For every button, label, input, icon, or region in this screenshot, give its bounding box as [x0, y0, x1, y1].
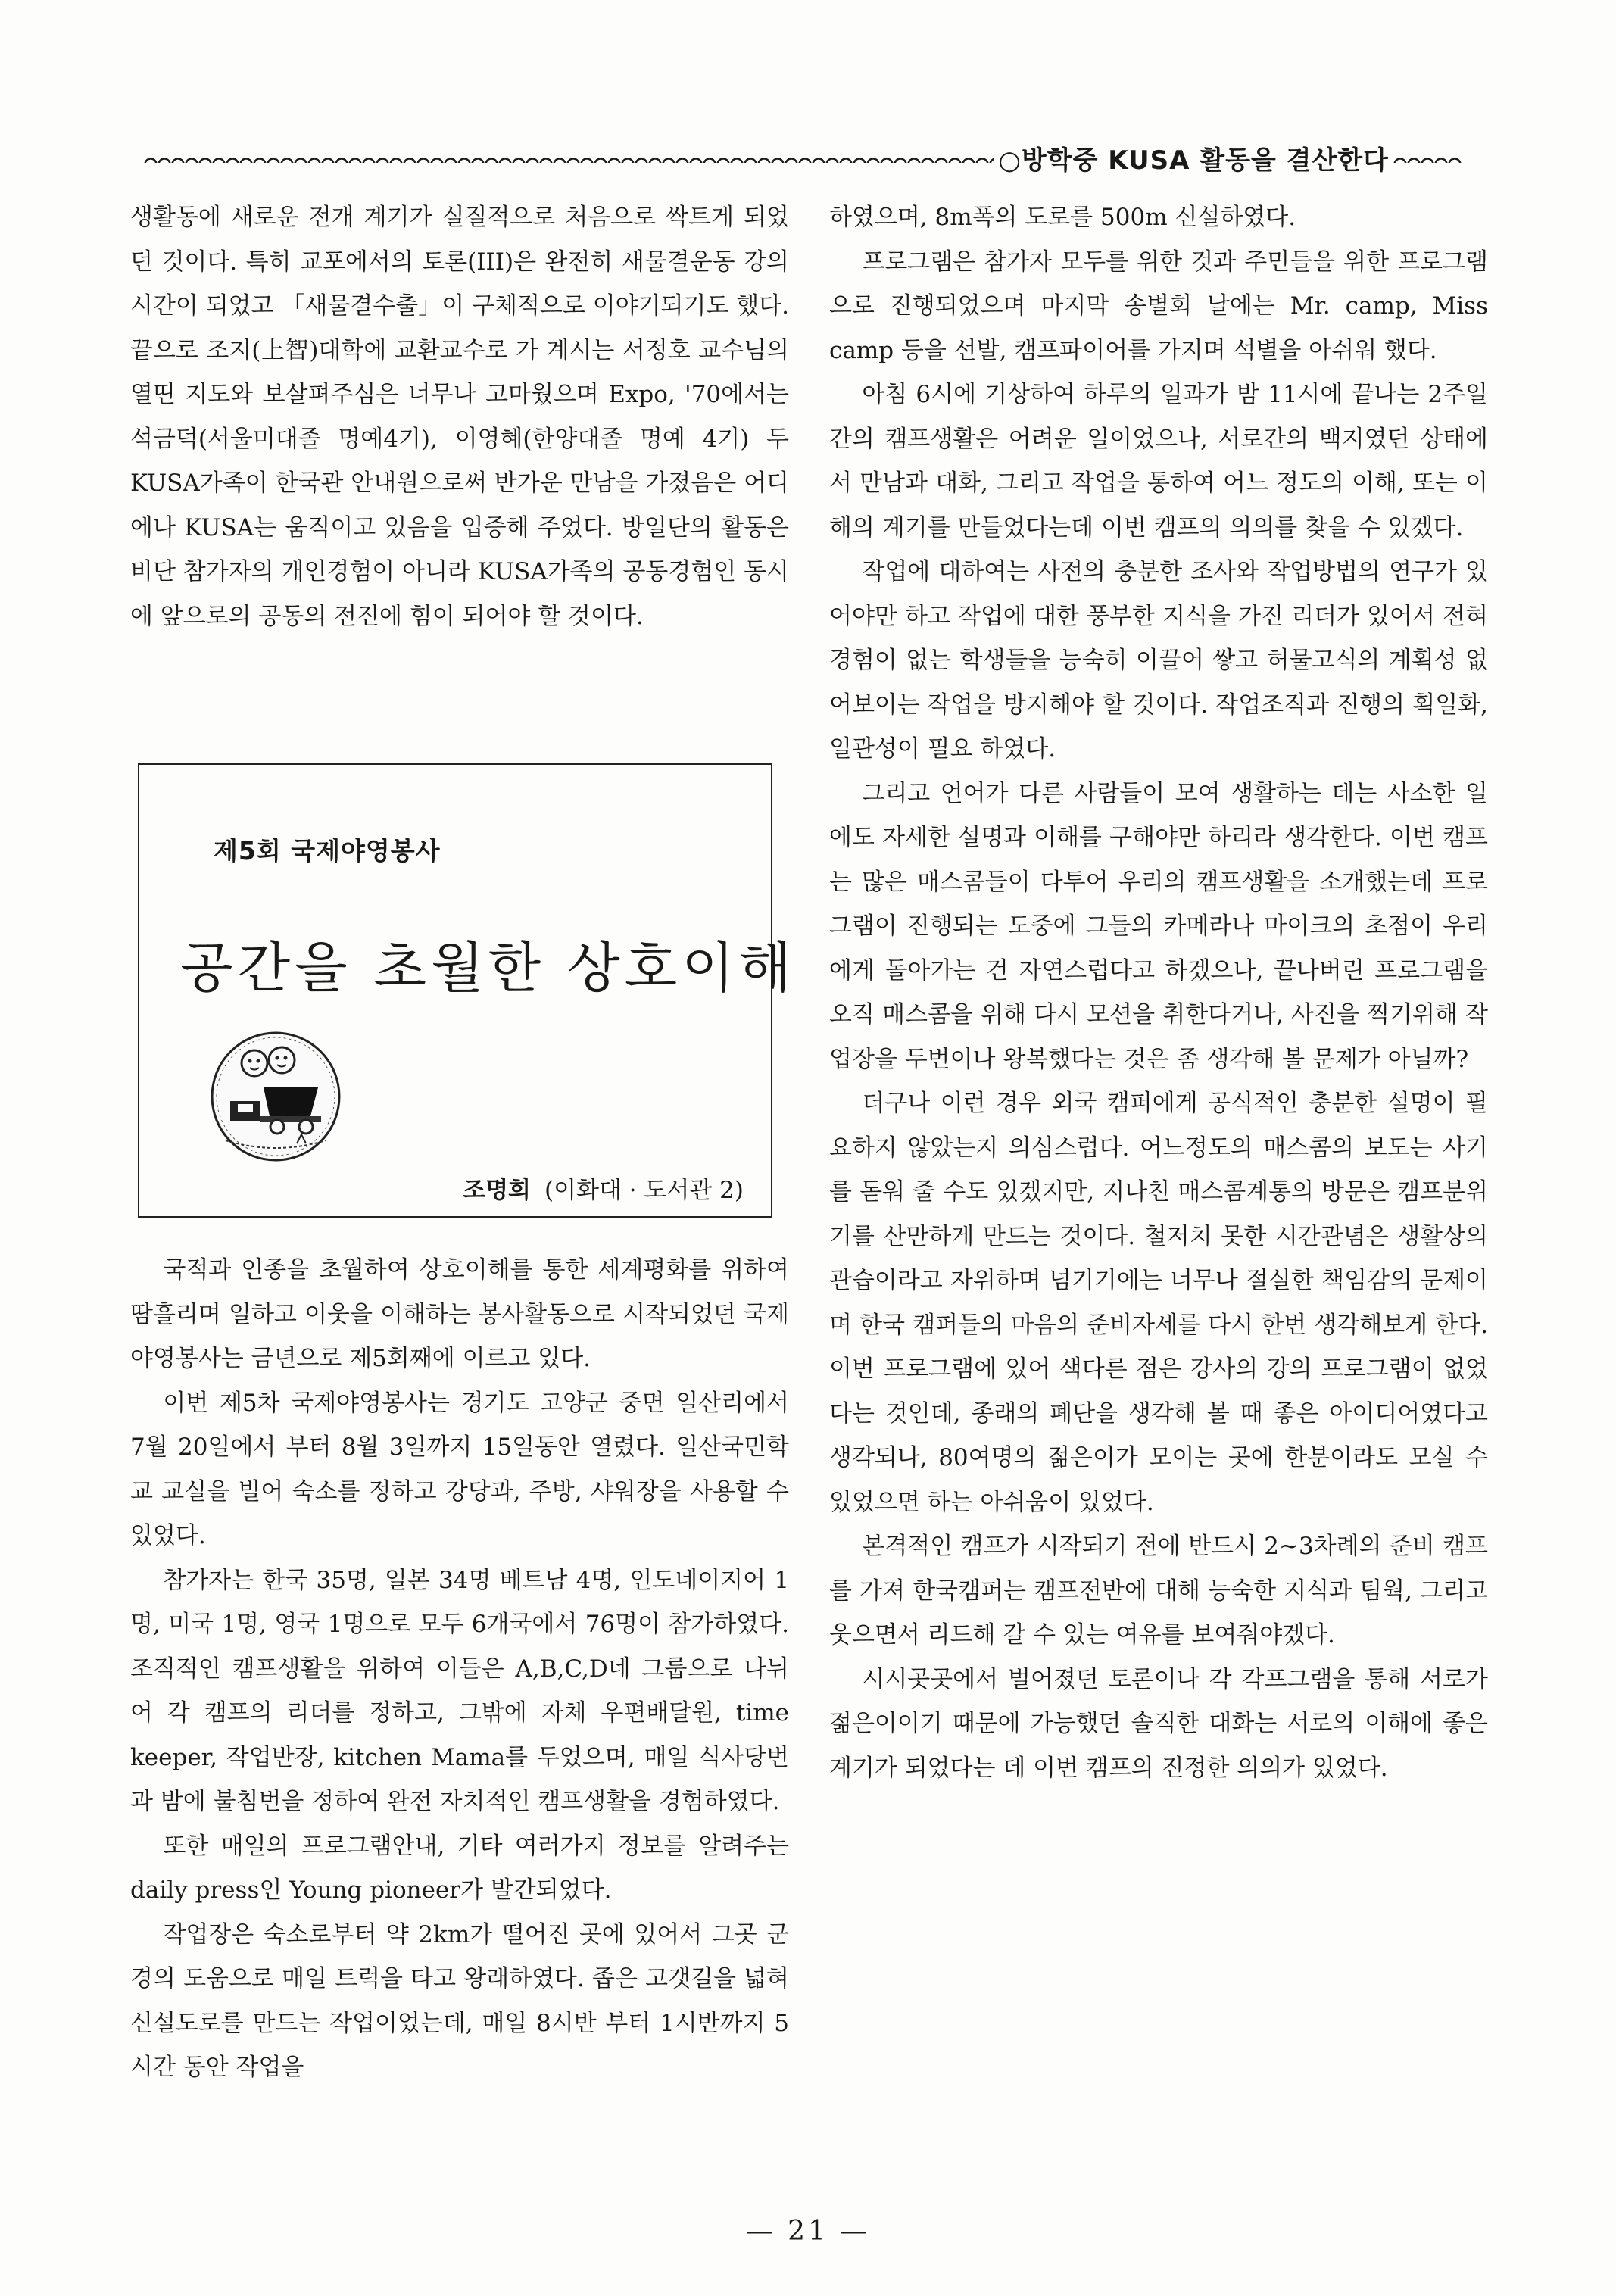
article-kicker: 제5회 국제야영봉사: [214, 836, 441, 866]
paragraph: 아침 6시에 기상하여 하루의 일과가 밤 11시에 끝나는 2주일간의 캠프생활은 어려운 일이었으나, 서로간의 백지였던 상태에서 만남과 대화, 그리고 작업을 통하여 어느 정도의 이해, 또는 이해의 계기를 만들었다는데 이번 캠프의 의의를 찾을 수 있겠다.: [829, 381, 1488, 541]
right-column: [829, 195, 1488, 1790]
header-wave-rule-right: [1393, 152, 1462, 163]
paragraph: 이번 제5차 국제야영봉사는 경기도 고양군 중면 일산리에서 7월 20일에서 부터 8월 3일까지 15일동안 열렸다. 일산국민학교 교실을 빌어 숙소를 정하고 강당과, 주방, 샤워장을 사용할 수 있었다.: [130, 1389, 789, 1549]
camp-emblem-icon: [207, 1028, 344, 1165]
page-number: — 21 —: [745, 2216, 871, 2247]
paragraph: 작업장은 숙소로부터 약 2km가 떨어진 곳에 있어서 그곳 군경의 도움으로 매일 트럭을 타고 왕래하였다. 좁은 고갯길을 넓혀 신설도로를 만드는 작업이었는데, 매일 8시반 부터 1시반까지 5시간 동안 작업을: [130, 1920, 789, 2081]
byline: [463, 1171, 744, 1205]
paragraph: 더구나 이런 경우 외국 캠퍼에게 공식적인 충분한 설명이 필요하지 않았는지 의심스럽다. 어느정도의 매스콤의 보도는 사기를 돋워 줄 수도 있겠지만, 지나친 매스콤계통의 방문은 캠프분위기를 산만하게 만드는 것이다. 철저치 못한 시간관념은 생활상의 관습이라고 자위하며 넘기기에는 너무나 절실한 책임감의 문제이며 한국 캠퍼들의 마음의 준비자세를 다시 한번 생각해보게 한다. 이번 프로그램에 있어 색다른 점은 강사의 강의 프로그램이 없었다는 것인데, 종래의 폐단을 생각해 볼 때 좋은 아이디어였다고 생각되나, 80여명의 젊은이가 모이는 곳에 한분이라도 모실 수 있었으면 하는 아쉬움이 있었다.: [829, 1090, 1488, 1516]
header-wave-rule-left: [144, 152, 994, 163]
paragraph: 작업에 대하여는 사전의 충분한 조사와 작업방법의 연구가 있어야만 하고 작업에 대한 풍부한 지식을 가진 리더가 있어서 전혀 경험이 없는 학생들을 능숙히 이끌어 쌓고 허물고식의 계획성 없어보이는 작업을 방지해야 할 것이다. 작업조직과 진행의 획일화, 일관성이 필요 하였다.: [829, 558, 1488, 763]
paragraph: 국적과 인종을 초월하여 상호이해를 통한 세계평화를 위하여 땀흘리며 일하고 이웃을 이해하는 봉사활동으로 시작되었던 국제 야영봉사는 금년으로 제5회째에 이르고 있다.: [130, 1256, 789, 1372]
header-title: ○방학중 KUSA 활동을 결산한다: [998, 145, 1389, 176]
left-column-top: [130, 195, 789, 638]
paragraph: 하였으며, 8m폭의 도로를 500m 신설하였다.: [829, 204, 1296, 231]
article-title-box: [138, 763, 797, 1218]
article-title: 공간을 초월한 상호이해: [180, 936, 797, 1000]
author-affiliation: (이화대 · 도서관 2): [544, 1177, 744, 1204]
paragraph: 참가자는 한국 35명, 일본 34명 베트남 4명, 인도네이지어 1명, 미국 1명, 영국 1명으로 모두 6개국에서 76명이 참가하였다. 조직적인 캠프생활을 위하여 이들은 A,B,C,D네 그룹으로 나뉘어 각 캠프의 리더를 정하고, 그밖에 자체 우편배달원, time keeper, 작업반장, kitchen Mama를 두었으며, 매일 식사당번과 밤에 불침번을 정하여 완전 자치적인 캠프생활을 경험하였다.: [130, 1566, 789, 1815]
paragraph: 본격적인 캠프가 시작되기 전에 반드시 2~3차례의 준비 캠프를 가져 한국캠퍼는 캠프전반에 대해 능숙한 지식과 팀웍, 그리고 웃으면서 리드해 갈 수 있는 여유를 보여줘야겠다.: [829, 1533, 1488, 1649]
left-column-bottom: [130, 1248, 789, 2090]
paragraph: 시시곳곳에서 벌어졌던 토론이나 각 각프그램을 통해 서로가 젊은이이기 때문에 가능했던 솔직한 대화는 서로의 이해에 좋은 계기가 되었다는 데 이번 캠프의 진정한 의의가 있었다.: [829, 1665, 1488, 1782]
paragraph: 그리고 언어가 다른 사람들이 모여 생활하는 데는 사소한 일에도 자세한 설명과 이해를 구해야만 하리라 생각한다. 이번 캠프는 많은 매스콤들이 다투어 우리의 캠프생활을 소개했는데 프로그램이 진행되는 도중에 그들의 카메라나 마이크의 초점이 우리에게 돌아가는 건 자연스럽다고 하겠으나, 끝나버린 프로그램을 오직 매스콤을 위해 다시 모션을 취한다거나, 사진을 찍기위해 작업장을 두번이나 왕복했다는 것은 좀 생각해 볼 문제가 아닐까?: [829, 779, 1488, 1073]
paragraph: 프로그램은 참가자 모두를 위한 것과 주민들을 위한 프로그램으로 진행되었으며 마지막 송별회 날에는 Mr. camp, Miss camp 등을 선발, 캠프파이어를 가지며 석별을 아쉬워 했다.: [829, 248, 1488, 364]
author-name: 조명희: [463, 1177, 531, 1204]
paragraph: 생활동에 새로운 전개 계기가 실질적으로 처음으로 싹트게 되었던 것이다. 특히 교포에서의 토론(III)은 완전히 새물결운동 강의시간이 되었고 「새물결수출」이 구체적으로 이야기되기도 했다. 끝으로 조지(上智)대학에 교환교수로 가 계시는 서정호 교수님의 열띤 지도와 보살펴주심은 너무나 고마웠으며 Expo, '70에서는 석금덕(서울미대졸 명예4기), 이영혜(한양대졸 명예 4기) 두 KUSA가족이 한국관 안내원으로써 반가운 만남을 가졌음은 어디에나 KUSA는 움직이고 있음을 입증해 주었다. 방일단의 활동은 비단 참가자의 개인경험이 아니라 KUSA가족의 공동경험인 동시에 앞으로의 공동의 전진에 힘이 되어야 할 것이다.: [130, 204, 789, 630]
paragraph: 또한 매일의 프로그램안내, 기타 여러가지 정보를 알려주는 daily press인 Young pioneer가 발간되었다.: [130, 1832, 789, 1904]
running-header: [144, 135, 1462, 180]
